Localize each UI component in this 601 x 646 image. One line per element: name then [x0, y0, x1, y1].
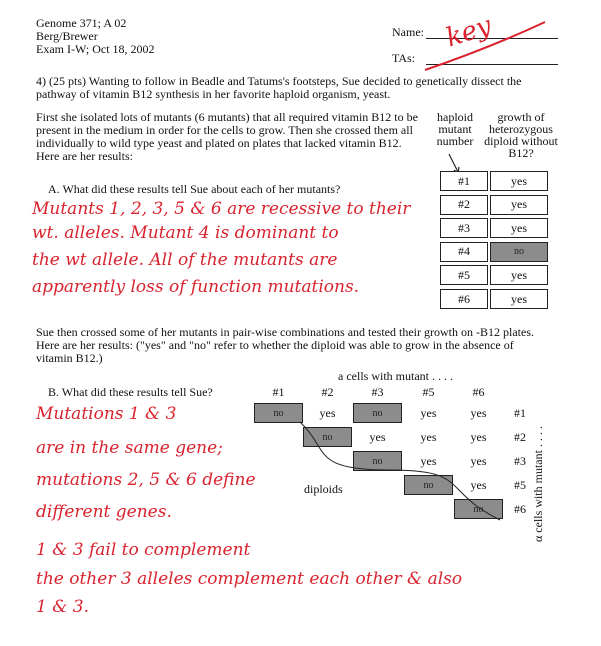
diploids-label: diploids [304, 482, 343, 496]
matrix-row-header: #3 [514, 454, 526, 468]
table1-growth-cell [490, 171, 548, 191]
matrix-cell-value: yes [369, 429, 386, 444]
instructors-line: Berg/Brewer [36, 29, 98, 43]
answer-a-line: wt. alleles. Mutant 4 is dominant to [32, 223, 339, 243]
side-alpha-label: α cells with mutant . . . . [531, 426, 545, 542]
matrix-col-header: #5 [422, 385, 435, 399]
matrix-cell-value: yes [319, 405, 336, 420]
question-para1: First she isolated lots of mutants (6 mutants) that all required vitamin B12 to be present in the medium in order for the cells to grow. Then she crossed them all individually to wild type yeast and plated on plates that lacked vitamin B12. Here are her results: [36, 110, 418, 163]
matrix-row-header: #1 [514, 406, 526, 420]
answer-b-line: are in the same gene; [36, 438, 223, 458]
matrix-cell-value: yes [470, 453, 487, 468]
matrix-cell-value: no [423, 479, 434, 491]
matrix-cell-value: yes [470, 477, 487, 492]
matrix-cell-value: no [322, 431, 333, 443]
table1-mutant-cell: #3 [440, 218, 488, 238]
table1-growth-value: no [514, 246, 524, 258]
answer-a-line: the wt allele. All of the mutants are [32, 250, 338, 270]
table1-growth-cell [490, 195, 548, 215]
matrix-col-header: #3 [371, 385, 384, 399]
answer-b-line: 1 & 3 fail to complement [36, 540, 251, 560]
key-slash-mark [420, 18, 550, 78]
table1-mutant-cell: #1 [440, 171, 488, 191]
tas-label: TAs: [392, 51, 416, 65]
matrix-col-header: #6 [472, 385, 485, 399]
course-header [36, 17, 155, 56]
matrix-row-header: #6 [514, 502, 526, 516]
matrix-col-header: #1 [272, 385, 285, 399]
matrix-cell-value: no [273, 407, 284, 419]
table1-growth-cell [490, 289, 548, 309]
answer-b-line: different genes. [36, 502, 172, 522]
matrix-cell-value: yes [470, 429, 487, 444]
table1-mutant-cell: #4 [440, 242, 488, 262]
question-para2: Sue then crossed some of her mutants in pair-wise combinations and tested their growth on -B12 plates. Here are her results: ("yes" and "no" refer to whether the diploid was able to grow in the absence of vitamin B12.) [36, 325, 534, 365]
answer-a-line: apparently loss of function mutations. [32, 277, 360, 297]
part-b-question: B. What did these results tell Sue? [48, 385, 213, 399]
answer-b-line: the other 3 alleles complement each other & also [36, 569, 463, 589]
table1-growth-cell [490, 265, 548, 285]
part-a-question: A. What did these results tell Sue about each of her mutants? [48, 182, 341, 196]
table1-growth-value: yes [511, 197, 527, 212]
name-label: Name: [392, 25, 424, 39]
table1-mutant-cell: #5 [440, 265, 488, 285]
matrix-cell-value: no [372, 455, 383, 467]
table1-growth-cell [490, 218, 548, 238]
table1-col-head-mutant: haploid mutant number [436, 110, 474, 148]
matrix-cell-value: no [473, 503, 484, 515]
answer-b-line: mutations 2, 5 & 6 define [36, 470, 256, 490]
matrix-cell-value: yes [470, 405, 487, 420]
course-line: Genome 371; A 02 [36, 16, 127, 30]
answer-a-line: Mutants 1, 2, 3, 5 & 6 are recessive to their [32, 199, 411, 219]
table1-mutant-cell: #2 [440, 195, 488, 215]
matrix-cell-value: no [372, 407, 383, 419]
table1-growth-value: yes [511, 220, 527, 235]
matrix-row-header: #2 [514, 430, 526, 444]
alpha-cells-label: a cells with mutant . . . . [338, 369, 453, 383]
diploids-bracket [270, 407, 510, 530]
table1-col-head-growth: growth of heterozygous diploid without B12? [484, 110, 558, 160]
table1-growth-cell [490, 242, 548, 262]
matrix-cell-value: yes [420, 405, 437, 420]
question-intro: 4) (25 pts) Wanting to follow in Beadle and Tatums's footsteps, Sue decided to genetically dissect the pathway of vitamin B12 synthesis in her favorite haploid organism, yeast. [36, 74, 522, 101]
matrix-cell-value: yes [420, 453, 437, 468]
table1-growth-value: yes [511, 173, 527, 188]
table1-growth-value: yes [511, 267, 527, 282]
answer-b-line: 1 & 3. [36, 597, 89, 617]
matrix-col-header: #2 [321, 385, 334, 399]
exam-line: Exam I-W; Oct 18, 2002 [36, 42, 155, 56]
key-handwriting: key [442, 10, 496, 54]
answer-b-line: Mutations 1 & 3 [36, 404, 177, 424]
table1-growth-value: yes [511, 291, 527, 306]
table1-mutant-cell: #6 [440, 289, 488, 309]
matrix-row-header: #5 [514, 478, 526, 492]
matrix-cell-value: yes [420, 429, 437, 444]
